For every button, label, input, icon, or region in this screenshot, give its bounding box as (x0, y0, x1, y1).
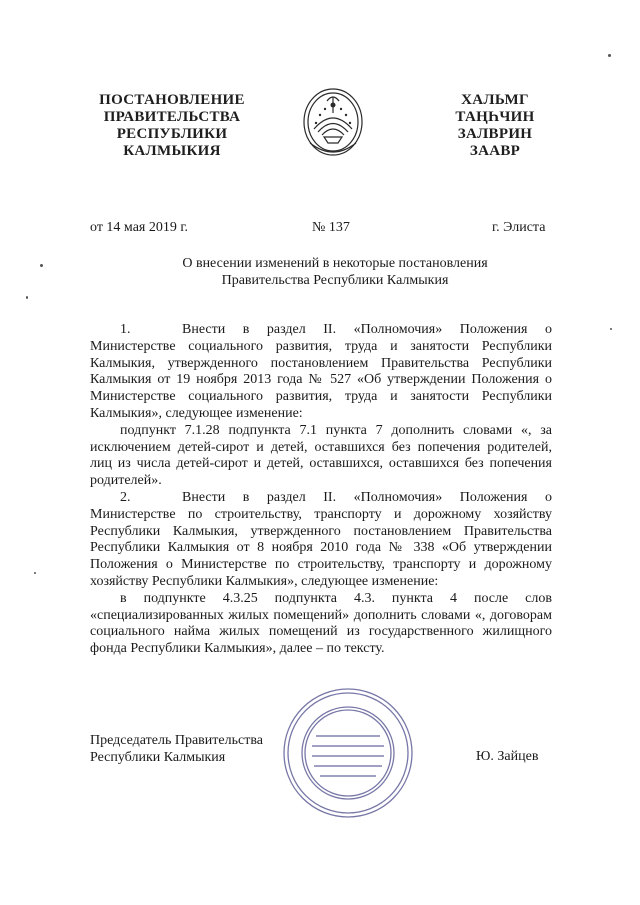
decree-title (140, 255, 530, 289)
item-2-change: в подпункте 4.3.25 подпункта 4.3. пункта 4 после слов «специализированных жилых помещений» дополнить словами «, договорам социального найма жилых помещений из государственного жилищного фонда Республики Калмыкия», далее – по тексту. (90, 590, 552, 657)
header-left-title (82, 92, 262, 160)
scan-speck (40, 264, 43, 267)
scan-speck (34, 572, 36, 574)
header-left-line: ПРАВИТЕЛЬСТВА (103, 109, 241, 125)
header-left-line: ПОСТАНОВЛЕНИЕ (99, 92, 245, 108)
item-1-change: подпункт 7.1.28 подпункта 7.1 пункта 7 дополнить словами «, за исключением детей-сирот и детей, оставшихся без попечения родителей, лиц из числа детей-сирот и детей, оставшихся, оставшихся без попечения родителей». (90, 422, 552, 489)
header-right-line: ЗААВР (469, 143, 521, 159)
scan-speck (608, 54, 611, 57)
item-2-paragraph (90, 490, 552, 591)
official-round-seal-icon (280, 685, 416, 821)
item-1-text: Внести в раздел II. «Полномочия» Положения о Министерстве социального развития, труда и занятости Республики Калмыкия, утвержденного постановлением Правительства Республики Калмыкия от 19 ноября 2013 года № 527 «Об утверждении Положения о Министерстве социального развития, труда и занятости Республики Калмыкия», следующее изменение: (90, 322, 552, 421)
header-left-line: РЕСПУБЛИКИ (116, 126, 228, 142)
header-right-line: ЗАЛВРИН (457, 126, 533, 142)
scan-speck (610, 328, 612, 330)
item-1-paragraph (90, 322, 552, 423)
decree-title-line: Правительства Республики Калмыкия (221, 273, 449, 288)
header-right-title (430, 92, 560, 160)
signatory-position-line: Председатель Правительства (90, 733, 263, 748)
signatory-position-line: Республики Калмыкия (90, 750, 226, 765)
signatory-position (90, 732, 263, 766)
decree-city: г. Элиста (492, 220, 546, 235)
item-2-number: 2. (120, 489, 131, 505)
decree-number: № 137 (312, 220, 350, 235)
kalmykia-coat-of-arms-icon (300, 85, 366, 163)
decree-body (90, 322, 552, 658)
header-right-line: ТАҢҺЧИН (455, 109, 535, 125)
decree-title-line: О внесении изменений в некоторые постановления (182, 256, 488, 271)
scan-speck (26, 296, 28, 299)
item-1-number: 1. (120, 322, 131, 337)
signatory-name: Ю. Зайцев (476, 749, 539, 764)
header-left-line: КАЛМЫКИЯ (123, 143, 221, 159)
header-right-line: ХАЛЬМГ (461, 92, 529, 108)
decree-date: от 14 мая 2019 г. (90, 220, 189, 235)
item-2-text: Внести в раздел II. «Полномочия» Положения о Министерстве по строительству, транспорту и дорожному хозяйству Республики Калмыкия, утвержденного постановлением Правительства Республики Калмыкия от 8 ноября 2010 года № 338 «Об утверждении Положения о Министерстве по строительству, транспорту и дорожному хозяйству Республики Калмыкия», следующее изменение: (90, 489, 552, 589)
